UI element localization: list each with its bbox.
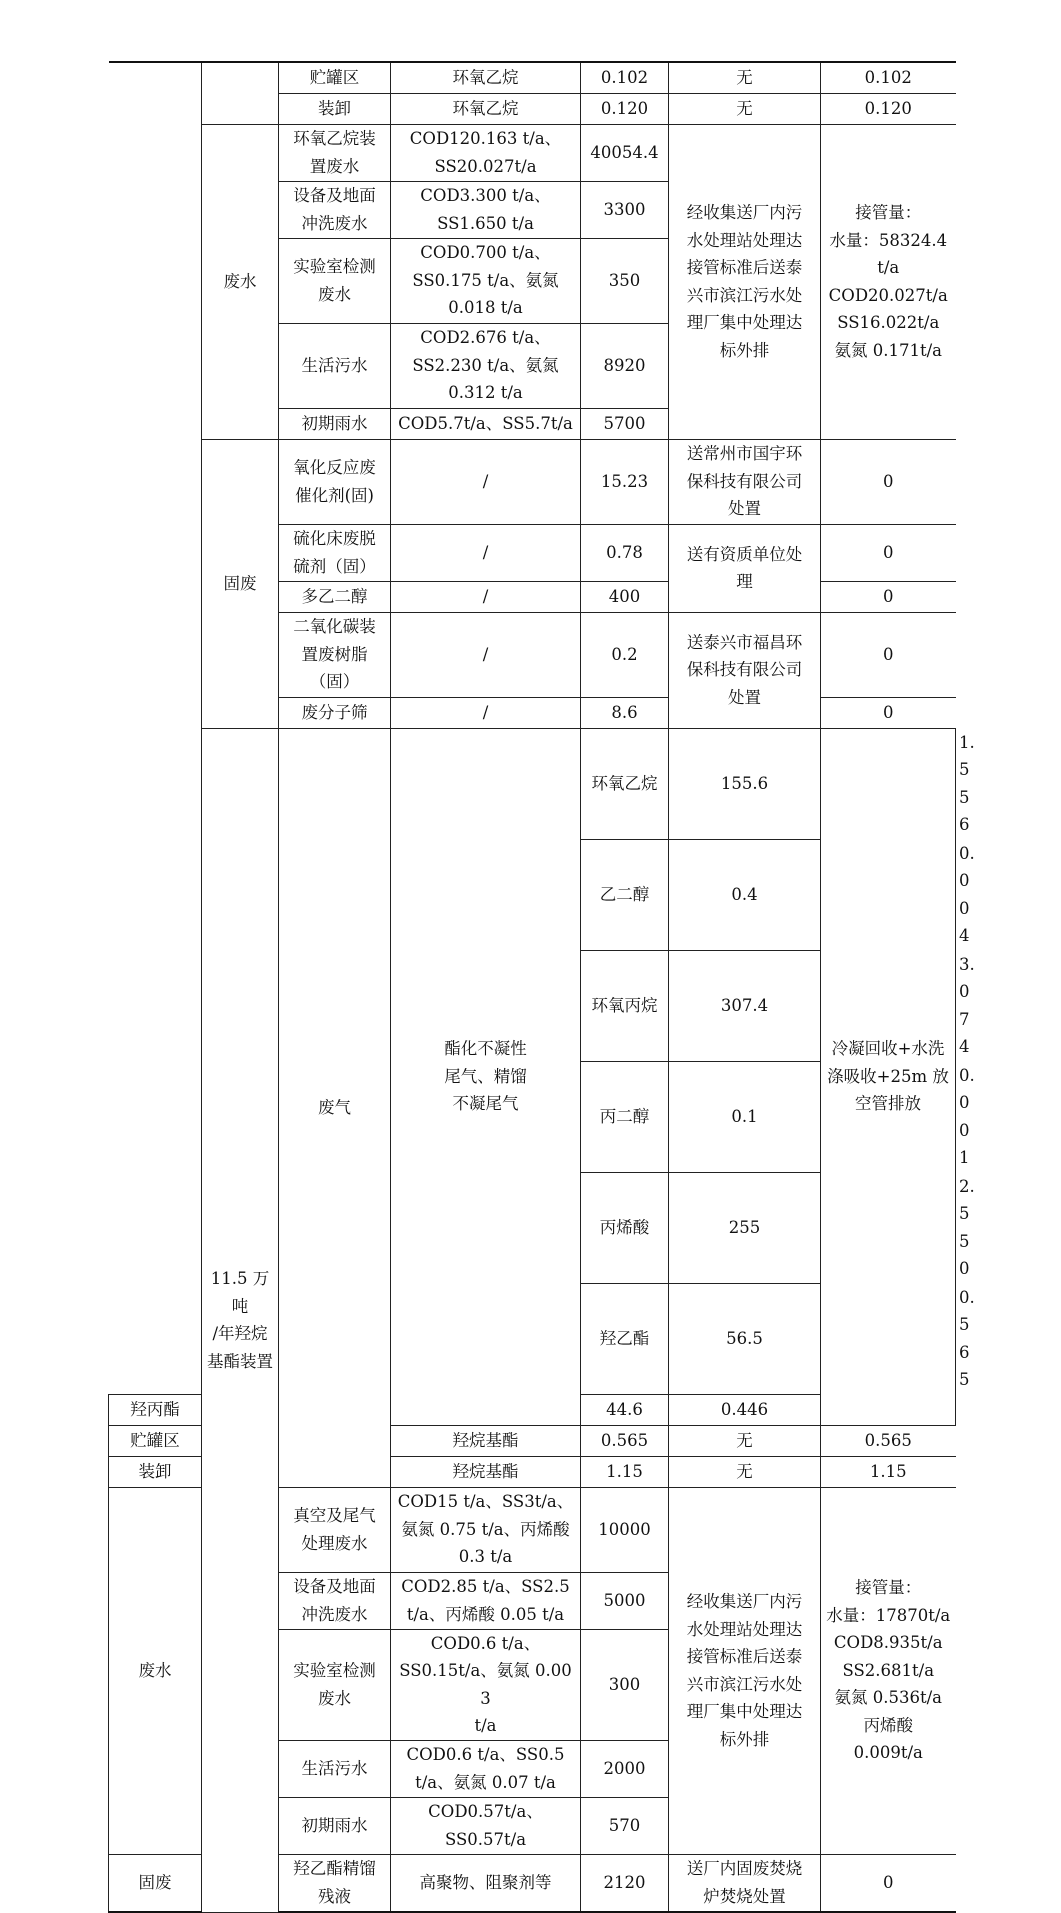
- pollutant-cell: /: [391, 697, 581, 728]
- discharge-cell: 接管量： 水量：17870t/a COD8.935t/a SS2.681t/a 氨氮 0.536t/a 丙烯酸 0.009t/a: [821, 1487, 956, 1854]
- source-cell: 真空及尾气 处理废水: [279, 1487, 391, 1572]
- amount-cell: 8920: [581, 323, 669, 408]
- treatment-cell: 无: [669, 62, 821, 93]
- pollutant-cell: 丙二醇: [581, 1061, 669, 1172]
- treatment-cell: 送泰兴市福昌环 保科技有限公司 处置: [669, 612, 821, 728]
- source-cell: 贮罐区: [109, 1425, 202, 1456]
- pollutant-cell: COD2.676 t/a、 SS2.230 t/a、氨氮 0.312 t/a: [391, 323, 581, 408]
- pollutant-cell: COD15 t/a、SS3t/a、 氨氮 0.75 t/a、丙烯酸 0.3 t/a: [391, 1487, 581, 1572]
- pollutant-cell: 环氧乙烷: [391, 62, 581, 93]
- source-cell: 酯化不凝性 尾气、精馏 不凝尾气: [391, 728, 581, 1425]
- table-row: 11.5 万吨 /年羟烷 基酯装置 废气 酯化不凝性 尾气、精馏 不凝尾气 环氧乙烷 155.6 冷凝回收+水洗 涤吸收+25m 放 空管排放 1.556: [109, 728, 956, 839]
- category-cell-gas-1: [202, 62, 279, 124]
- source-cell: 实验室检测 废水: [279, 1629, 391, 1740]
- source-cell: 生活污水: [279, 323, 391, 408]
- treatment-cell: 送有资质单位处 理: [669, 524, 821, 612]
- source-cell: 实验室检测 废水: [279, 238, 391, 323]
- pollutant-cell: /: [391, 524, 581, 581]
- pollutant-cell: 羟烷基酯: [391, 1456, 581, 1487]
- amount-cell: 255: [669, 1172, 821, 1283]
- source-cell: 初期雨水: [279, 408, 391, 439]
- pollutant-cell: 环氧乙烷: [391, 93, 581, 124]
- source-cell: 装卸: [109, 1456, 202, 1487]
- amount-cell: 1.15: [581, 1456, 669, 1487]
- source-cell: 废分子筛: [279, 697, 391, 728]
- pollutant-cell: COD0.57t/a、 SS0.57t/a: [391, 1797, 581, 1854]
- table-row: 环氧丙烷 307.4 3.074: [109, 950, 956, 1061]
- amount-cell: 8.6: [581, 697, 669, 728]
- amount-cell: 0.4: [669, 839, 821, 950]
- pollutant-cell: COD0.700 t/a、 SS0.175 t/a、氨氮 0.018 t/a: [391, 238, 581, 323]
- treatment-cell: 经收集送厂内污 水处理站处理达 接管标准后送泰 兴市滨江污水处 理厂集中处理达 标外排: [669, 1487, 821, 1854]
- source-cell: 贮罐区: [279, 62, 391, 93]
- amount-cell: 0.120: [581, 93, 669, 124]
- amount-cell: 3300: [581, 181, 669, 238]
- treatment-cell: 无: [669, 1456, 821, 1487]
- pollutant-cell: COD0.6 t/a、SS0.5 t/a、氨氮 0.07 t/a: [391, 1740, 581, 1797]
- pollution-table: [108, 61, 975, 1913]
- pollutant-cell: /: [391, 581, 581, 612]
- table-row: [109, 124, 956, 181]
- pollutant-cell: COD5.7t/a、SS5.7t/a: [391, 408, 581, 439]
- category-cell-solid: 固废: [109, 1854, 202, 1912]
- source-cell: 硫化床废脱 硫剂（固）: [279, 524, 391, 581]
- discharge-cell: 0.446: [669, 1394, 821, 1425]
- pollutant-cell: COD120.163 t/a、 SS20.027t/a: [391, 124, 581, 181]
- pollutant-cell: 羟烷基酯: [391, 1425, 581, 1456]
- amount-cell: 10000: [581, 1487, 669, 1572]
- amount-cell: 0.2: [581, 612, 669, 697]
- discharge-cell: 0: [821, 697, 956, 728]
- table-row: 丙烯酸 255 2.550: [109, 1172, 956, 1283]
- amount-cell: 0.565: [581, 1425, 669, 1456]
- amount-cell: 44.6: [581, 1394, 669, 1425]
- pollutant-cell: COD0.6 t/a、 SS0.15t/a、氨氮 0.003 t/a: [391, 1629, 581, 1740]
- treatment-cell: 经收集送厂内污 水处理站处理达 接管标准后送泰 兴市滨江污水处 理厂集中处理达 标外排: [669, 124, 821, 439]
- discharge-cell: 0.102: [821, 62, 956, 93]
- discharge-cell: 0: [821, 1854, 956, 1912]
- pollutant-cell: 乙二醇: [581, 839, 669, 950]
- pollutant-cell: 高聚物、阻聚剂等: [391, 1854, 581, 1912]
- source-cell: 初期雨水: [279, 1797, 391, 1854]
- source-cell: 二氧化碳装 置废树脂 （固）: [279, 612, 391, 697]
- discharge-cell: 1.15: [821, 1456, 956, 1487]
- treatment-cell: 送常州市国宇环 保科技有限公司 处置: [669, 439, 821, 524]
- treatment-cell: 无: [669, 1425, 821, 1456]
- source-cell: 氧化反应废 催化剂(固): [279, 439, 391, 524]
- pollutant-cell: 羟丙酯: [109, 1394, 202, 1425]
- amount-cell: 40054.4: [581, 124, 669, 181]
- amount-cell: 2000: [581, 1740, 669, 1797]
- category-cell-wastewater: 废水: [202, 124, 279, 439]
- table-row: 羟乙酯 56.5 0.565: [109, 1283, 956, 1394]
- amount-cell: 350: [581, 238, 669, 323]
- category-cell-gas: 废气: [279, 728, 391, 1487]
- source-cell: 生活污水: [279, 1740, 391, 1797]
- source-cell: 装卸: [279, 93, 391, 124]
- table-row: 丙二醇 0.1 0.001: [109, 1061, 956, 1172]
- table-row: 乙二醇 0.4 0.004: [109, 839, 956, 950]
- treatment-cell: 冷凝回收+水洗 涤吸收+25m 放 空管排放: [821, 728, 956, 1425]
- pollutant-cell: /: [391, 439, 581, 524]
- table-row: [109, 439, 956, 524]
- amount-cell: 0.102: [581, 62, 669, 93]
- amount-cell: 0.1: [669, 1061, 821, 1172]
- discharge-cell: 0.565: [821, 1425, 956, 1456]
- pollutant-cell: COD3.300 t/a、 SS1.650 t/a: [391, 181, 581, 238]
- discharge-cell: 接管量： 水量：58324.4 t/a COD20.027t/a SS16.022t/a 氨氮 0.171t/a: [821, 124, 956, 439]
- unit-name-cell-1: [109, 62, 202, 1394]
- amount-cell: 570: [581, 1797, 669, 1854]
- pollutant-cell: 丙烯酸: [581, 1172, 669, 1283]
- amount-cell: 5700: [581, 408, 669, 439]
- treatment-cell: 送厂内固废焚烧 炉焚烧处置: [669, 1854, 821, 1912]
- pollutant-cell: /: [391, 612, 581, 697]
- discharge-cell: 0: [821, 439, 956, 524]
- amount-cell: 15.23: [581, 439, 669, 524]
- source-cell: 设备及地面 冲洗废水: [279, 181, 391, 238]
- pollutant-cell: 环氧丙烷: [581, 950, 669, 1061]
- table-row: [109, 62, 956, 93]
- unit-name-cell: 11.5 万吨 /年羟烷 基酯装置: [202, 728, 279, 1912]
- source-cell: 环氧乙烷装 置废水: [279, 124, 391, 181]
- discharge-cell: 0: [821, 612, 956, 697]
- amount-cell: 307.4: [669, 950, 821, 1061]
- source-cell: 设备及地面 冲洗废水: [279, 1572, 391, 1629]
- pollutant-cell: 羟乙酯: [581, 1283, 669, 1394]
- amount-cell: 0.78: [581, 524, 669, 581]
- pollutant-cell: COD2.85 t/a、SS2.5 t/a、丙烯酸 0.05 t/a: [391, 1572, 581, 1629]
- source-cell: 多乙二醇: [279, 581, 391, 612]
- discharge-cell: 0: [821, 524, 956, 581]
- amount-cell: 2120: [581, 1854, 669, 1912]
- discharge-cell: 0.120: [821, 93, 956, 124]
- treatment-cell: 无: [669, 93, 821, 124]
- amount-cell: 400: [581, 581, 669, 612]
- amount-cell: 56.5: [669, 1283, 821, 1394]
- amount-cell: 5000: [581, 1572, 669, 1629]
- category-cell-wastewater: 废水: [109, 1487, 202, 1854]
- amount-cell: 300: [581, 1629, 669, 1740]
- pollutant-cell: 环氧乙烷: [581, 728, 669, 839]
- amount-cell: 155.6: [669, 728, 821, 839]
- discharge-cell: 0: [821, 581, 956, 612]
- category-cell-solid: 固废: [202, 439, 279, 728]
- source-cell: 羟乙酯精馏 残液: [279, 1854, 391, 1912]
